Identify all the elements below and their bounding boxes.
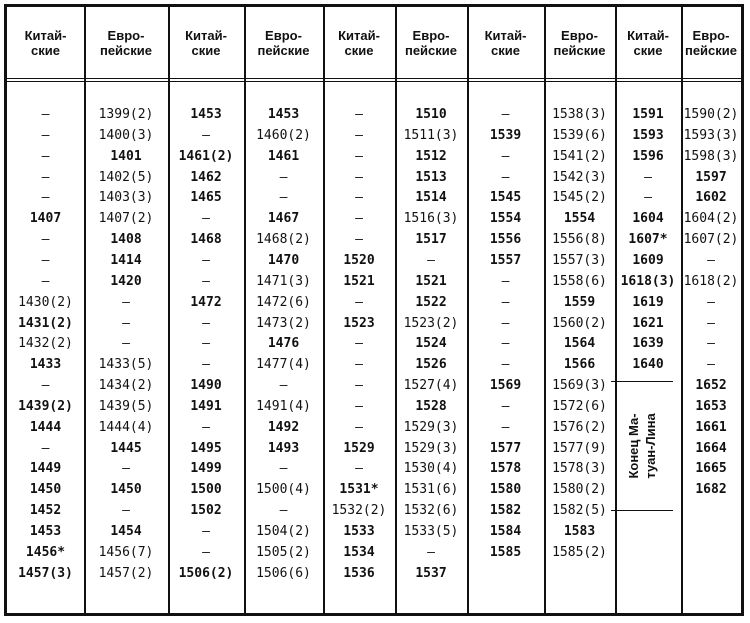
chinese-year-cell: —	[202, 252, 210, 268]
european-year-cell: 1516(3)	[403, 211, 459, 227]
european-year-cell: 1541(2)	[552, 148, 607, 164]
chinese-year-cell: 1529	[343, 440, 375, 456]
european-year-cell: 1538(3)	[552, 107, 607, 122]
european-year-cell: 1526	[415, 357, 447, 373]
chinese-year-cell: —	[355, 461, 363, 477]
european-year-cell: —	[122, 294, 130, 310]
european-year-cell: 1523(2)	[403, 315, 459, 331]
chinese-year-cell: —	[41, 252, 50, 268]
chinese-year-cell: 1619	[632, 294, 664, 310]
european-year-cell: 1493	[267, 440, 300, 456]
chinese-year-cell: 1472	[190, 294, 222, 310]
chinese-year-cell: —	[202, 419, 210, 435]
chinese-year-cell: 1557	[489, 252, 522, 268]
european-year-cell: 1593(3)	[683, 127, 739, 143]
european-year-cell: 1542(3)	[552, 169, 607, 185]
european-year-cell: 1510	[415, 107, 447, 122]
header-european: Евро- пейские	[257, 28, 310, 58]
chinese-year-cell: 1545	[489, 190, 522, 206]
chinese-year-cell: 1596	[632, 148, 664, 164]
chinese-year-cell: 1495	[190, 440, 222, 456]
european-year-cell: 1439(5)	[98, 398, 154, 414]
european-year-cell: 1664	[695, 440, 727, 456]
european-year-cell: 1500(4)	[256, 482, 311, 498]
european-year-cell: 1524	[415, 336, 447, 352]
chinese-year-cell: —	[501, 315, 510, 331]
european-year-cell: 1476	[267, 336, 300, 352]
chinese-year-cell: 1461(2)	[178, 148, 234, 164]
european-year-cell: 1560(2)	[552, 315, 607, 331]
european-year-cell: 1511(3)	[403, 127, 459, 143]
chinese-year-cell: 1521	[343, 273, 375, 289]
european-year-cell: 1517	[415, 232, 447, 248]
chinese-year-cell: —	[41, 273, 50, 289]
chinese-year-cell: —	[202, 357, 210, 373]
chinese-year-cell: 1465	[190, 190, 222, 206]
header-chinese: Китай- ские	[185, 28, 227, 58]
chinese-year-cell: 1456*	[25, 544, 66, 560]
european-year-cell: 1533(5)	[403, 524, 459, 539]
chinese-year-cell: 1640	[632, 357, 664, 373]
european-year-cell: 1558(6)	[552, 273, 607, 289]
european-year-cell: 1506(6)	[256, 565, 311, 581]
chinese-year-cell: —	[202, 544, 210, 560]
european-year-cell: 1559	[563, 294, 596, 310]
chinese-year-cell: —	[501, 419, 510, 435]
european-year-cell: 1539(6)	[552, 127, 607, 143]
chinese-year-cell: 1430(2)	[18, 294, 73, 310]
european-year-cell: 1512	[415, 148, 447, 164]
european-year-cell: 1504(2)	[256, 524, 311, 539]
european-year-cell: 1554	[563, 211, 596, 227]
european-year-cell: —	[707, 252, 715, 268]
european-year-cell: 1590(2)	[683, 107, 739, 122]
european-year-cell: 1527(4)	[403, 378, 459, 394]
chinese-year-cell: —	[501, 294, 510, 310]
european-year-cell: 1572(6)	[552, 398, 607, 414]
chinese-year-cell: 1604	[632, 211, 664, 227]
chinese-year-cell: —	[202, 524, 210, 539]
european-year-cell: —	[427, 544, 435, 560]
chinese-year-cell: 1593	[632, 127, 664, 143]
chinese-year-cell: —	[501, 398, 510, 414]
european-year-cell: 1607(2)	[683, 232, 739, 248]
european-year-cell: 1529(3)	[403, 440, 459, 456]
european-year-cell: 1521	[415, 273, 447, 289]
chinese-year-cell: 1500	[190, 482, 222, 498]
header-divider	[7, 78, 741, 82]
chinese-year-cell: —	[355, 419, 363, 435]
european-year-cell: 1557(3)	[552, 252, 607, 268]
chinese-year-cell: —	[355, 169, 363, 185]
european-year-cell: 1492	[267, 419, 300, 435]
chinese-year-cell: —	[355, 211, 363, 227]
chinese-year-cell: 1531*	[339, 482, 379, 498]
chinese-year-cell: 1584	[489, 524, 522, 539]
european-year-cell: 1399(2)	[98, 107, 154, 122]
european-year-cell: 1434(2)	[98, 378, 154, 394]
european-year-cell: 1537	[415, 565, 447, 581]
header-chinese: Китай- ские	[338, 28, 380, 58]
european-year-cell: 1400(3)	[98, 127, 154, 143]
chinese-year-cell: —	[202, 273, 210, 289]
european-year-cell: —	[122, 503, 130, 519]
chinese-year-cell: —	[41, 190, 50, 206]
chinese-year-cell: —	[355, 357, 363, 373]
chinese-year-cell: 1580	[489, 482, 522, 498]
european-year-cell: 1472(6)	[256, 294, 311, 310]
european-year-cell: 1577(9)	[552, 440, 607, 456]
header-chinese: Китай- ские	[24, 28, 67, 58]
chinese-year-cell: 1432(2)	[18, 336, 73, 352]
chinese-year-cell: —	[355, 232, 363, 248]
header-european: Евро- пейские	[99, 28, 153, 58]
chinese-year-cell: 1554	[489, 211, 522, 227]
chinese-year-cell: 1569	[489, 378, 522, 394]
european-year-cell: 1467	[267, 211, 300, 227]
european-year-cell: —	[122, 336, 130, 352]
european-year-cell: 1602	[695, 190, 727, 206]
european-year-cell: 1401	[110, 148, 142, 164]
european-year-cell: —	[707, 357, 715, 373]
chinese-year-cell: 1639	[632, 336, 664, 352]
european-year-cell: 1556(8)	[552, 232, 607, 248]
european-year-cell: 1514	[415, 190, 447, 206]
chinese-year-cell: —	[501, 148, 510, 164]
european-year-cell: 1433(5)	[98, 357, 154, 373]
chinese-year-cell: —	[41, 148, 50, 164]
european-year-cell: 1420	[110, 273, 142, 289]
european-year-cell: 1576(2)	[552, 419, 607, 435]
chinese-year-cell: —	[501, 357, 510, 373]
chinese-year-cell: 1452	[29, 503, 62, 519]
chinese-year-cell: 1582	[489, 503, 522, 519]
chinese-year-cell: 1468	[190, 232, 222, 248]
european-year-cell: 1528	[415, 398, 447, 414]
european-year-cell: 1457(2)	[98, 565, 154, 581]
european-year-cell: 1505(2)	[256, 544, 311, 560]
european-year-cell: 1582(5)	[552, 503, 607, 519]
chinese-year-cell: —	[355, 107, 363, 122]
european-year-cell: 1454	[110, 524, 142, 539]
european-year-cell: 1653	[695, 398, 727, 414]
european-year-cell: 1682	[695, 482, 727, 498]
chinese-year-cell: 1433	[29, 357, 62, 373]
chinese-year-cell: 1539	[489, 127, 522, 143]
chinese-year-cell: —	[41, 378, 50, 394]
european-year-cell: 1477(4)	[256, 357, 311, 373]
european-year-cell: 1583	[563, 524, 596, 539]
chinese-year-cell: —	[355, 148, 363, 164]
chinese-year-cell: 1457(3)	[18, 565, 73, 581]
chinese-year-cell: 1585	[489, 544, 522, 560]
chinese-year-cell: 1453	[29, 524, 62, 539]
european-year-cell: 1545(2)	[552, 190, 607, 206]
chinese-year-cell: —	[355, 336, 363, 352]
chinese-year-cell: —	[41, 440, 50, 456]
header-european: Евро- пейские	[404, 28, 458, 58]
european-year-cell: 1491(4)	[256, 398, 311, 414]
european-year-cell: 1585(2)	[552, 544, 607, 560]
chinese-year-cell: 1407	[29, 211, 62, 227]
european-year-cell: 1529(3)	[403, 419, 459, 435]
european-year-cell: —	[122, 315, 130, 331]
european-year-cell: 1652	[695, 378, 727, 394]
european-year-cell: 1408	[110, 232, 142, 248]
european-year-cell: 1444(4)	[98, 419, 154, 435]
european-year-cell: 1470	[267, 252, 300, 268]
european-year-cell: 1531(6)	[403, 482, 459, 498]
european-year-cell: 1598(3)	[683, 148, 739, 164]
chinese-year-cell: 1450	[29, 482, 62, 498]
chinese-year-cell: 1609	[632, 252, 664, 268]
chinese-year-cell: —	[202, 336, 210, 352]
european-year-cell: —	[279, 378, 288, 394]
european-year-cell: 1569(3)	[552, 378, 607, 394]
chinese-year-cell: —	[355, 378, 363, 394]
chinese-year-cell: 1621	[632, 315, 664, 331]
chinese-year-cell: —	[355, 190, 363, 206]
chinese-year-cell: —	[644, 190, 652, 206]
chinese-year-cell: 1490	[190, 378, 222, 394]
chinese-year-cell: —	[501, 169, 510, 185]
chinese-year-cell: 1453	[190, 107, 222, 122]
chinese-year-cell: 1491	[190, 398, 222, 414]
chinese-year-cell: —	[355, 398, 363, 414]
header-chinese: Китай- ские	[627, 28, 669, 58]
european-year-cell: 1604(2)	[683, 211, 739, 227]
european-year-cell: —	[122, 461, 130, 477]
end-note: Конец Ма- туан-Лина	[626, 413, 658, 479]
european-year-cell: 1456(7)	[98, 544, 154, 560]
european-year-cell: 1471(3)	[256, 273, 311, 289]
chinese-year-cell: 1607*	[628, 232, 668, 248]
chinese-year-cell: 1444	[29, 419, 62, 435]
chinese-year-cell: 1499	[190, 461, 222, 477]
european-year-cell: —	[279, 169, 288, 185]
chinese-year-cell: 1462	[190, 169, 222, 185]
european-year-cell: 1403(3)	[98, 190, 154, 206]
chinese-year-cell: 1533	[343, 524, 375, 539]
european-year-cell: 1618(2)	[683, 273, 739, 289]
chinese-year-cell: —	[355, 294, 363, 310]
european-year-cell: 1468(2)	[256, 232, 311, 248]
chinese-year-cell: —	[41, 232, 50, 248]
chinese-year-cell: —	[202, 211, 210, 227]
european-year-cell: 1473(2)	[256, 315, 311, 331]
european-year-cell: —	[707, 294, 715, 310]
chinese-year-cell: 1439(2)	[18, 398, 73, 414]
european-year-cell: 1450	[110, 482, 142, 498]
header-chinese: Китай- ские	[484, 28, 527, 58]
european-year-cell: 1402(5)	[98, 169, 154, 185]
chinese-year-cell: 1532(2)	[331, 503, 387, 519]
chinese-year-cell: —	[202, 315, 210, 331]
european-year-cell: 1532(6)	[403, 503, 459, 519]
chinese-year-cell: 1506(2)	[178, 565, 234, 581]
end-note-box	[611, 381, 673, 511]
chinese-year-cell: 1523	[343, 315, 375, 331]
chinese-year-cell: 1534	[343, 544, 375, 560]
chinese-year-cell: 1431(2)	[18, 315, 73, 331]
european-year-cell: 1522	[415, 294, 447, 310]
european-year-cell: —	[279, 461, 288, 477]
chinese-year-cell: —	[202, 127, 210, 143]
european-year-cell: —	[707, 315, 715, 331]
header-european: Евро- пейские	[553, 28, 606, 58]
comparison-table	[4, 4, 744, 616]
european-year-cell: 1461	[267, 148, 300, 164]
european-year-cell: 1530(4)	[403, 461, 459, 477]
chinese-year-cell: 1591	[632, 107, 664, 122]
european-year-cell: 1407(2)	[98, 211, 154, 227]
european-year-cell: 1453	[267, 107, 300, 122]
european-year-cell: —	[707, 336, 715, 352]
european-year-cell: 1580(2)	[552, 482, 607, 498]
chinese-year-cell: —	[501, 336, 510, 352]
european-year-cell: 1445	[110, 440, 142, 456]
chinese-year-cell: 1556	[489, 232, 522, 248]
chinese-year-cell: —	[501, 107, 510, 122]
european-year-cell: 1513	[415, 169, 447, 185]
header-european: Евро- пейские	[684, 28, 738, 58]
european-year-cell: 1665	[695, 461, 727, 477]
european-year-cell: —	[279, 503, 288, 519]
european-year-cell: —	[279, 190, 288, 206]
chinese-year-cell: 1577	[489, 440, 522, 456]
chinese-year-cell: —	[41, 127, 50, 143]
chinese-year-cell: 1502	[190, 503, 222, 519]
european-year-cell: 1414	[110, 252, 142, 268]
chinese-year-cell: 1520	[343, 252, 375, 268]
european-year-cell: 1597	[695, 169, 727, 185]
chinese-year-cell: 1578	[489, 461, 522, 477]
european-year-cell: 1564	[563, 336, 596, 352]
european-year-cell: 1460(2)	[256, 127, 311, 143]
chinese-year-cell: —	[501, 273, 510, 289]
chinese-year-cell: —	[644, 169, 652, 185]
chinese-year-cell: —	[355, 127, 363, 143]
chinese-year-cell: —	[41, 169, 50, 185]
european-year-cell: —	[427, 252, 435, 268]
european-year-cell: 1661	[695, 419, 727, 435]
chinese-year-cell: 1449	[29, 461, 62, 477]
european-year-cell: 1566	[563, 357, 596, 373]
chinese-year-cell: —	[41, 107, 50, 122]
european-year-cell: 1578(3)	[552, 461, 607, 477]
chinese-year-cell: 1536	[343, 565, 375, 581]
chinese-year-cell: 1618(3)	[620, 273, 676, 289]
